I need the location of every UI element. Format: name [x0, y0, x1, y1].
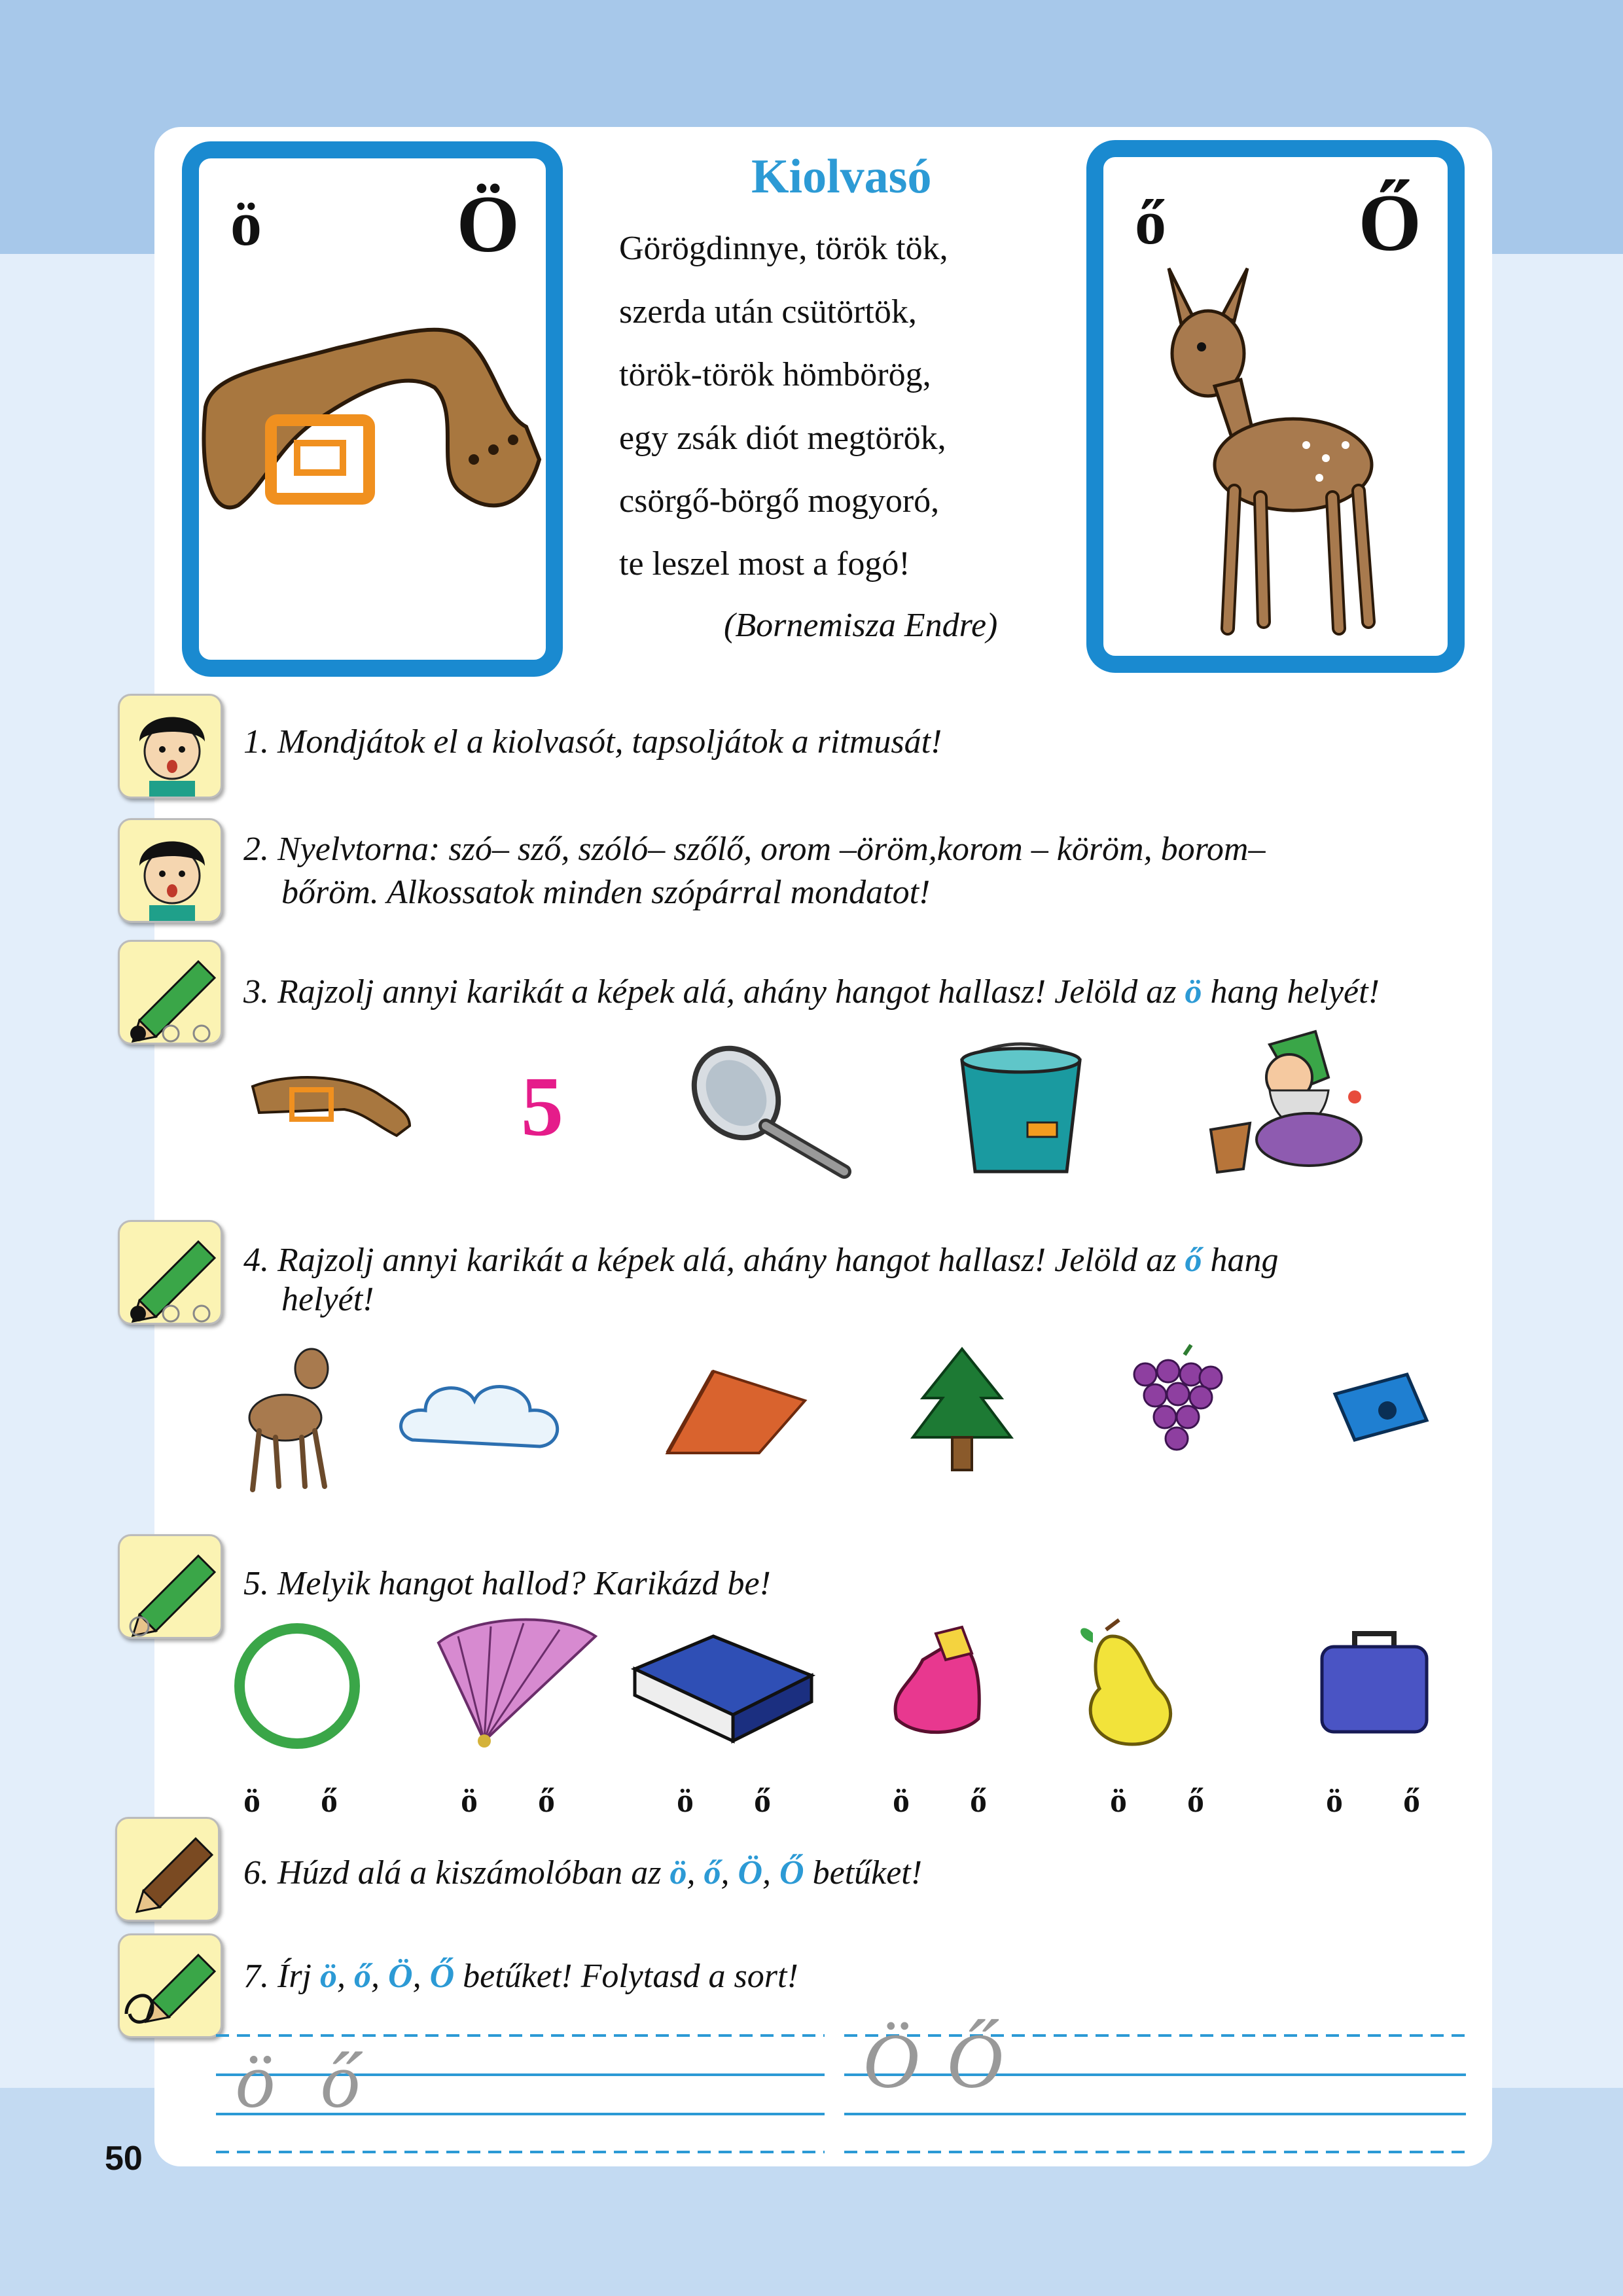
- poem-line: te leszel most a fogó!: [619, 545, 910, 583]
- fir-tree-picture: [903, 1346, 1021, 1477]
- separator: ,: [371, 1958, 388, 1995]
- fawn-illustration: [1143, 255, 1404, 648]
- highlight-letter: ő: [1185, 1242, 1202, 1279]
- task-2-text: 2. Nyelvtorna: szó– sző, szóló– szőlő, orom –öröm,korom – köröm, borom–: [243, 831, 1266, 868]
- bucket-picture: [949, 1034, 1093, 1178]
- task-6-text-start: 6. Húzd alá a kiszámolóban az: [243, 1854, 670, 1892]
- poem-line: egy zsák diót megtörök,: [619, 420, 946, 457]
- task-7-text: [243, 1957, 798, 1996]
- writing-lines-right[interactable]: [844, 2029, 1466, 2160]
- hand-fan-picture: [432, 1617, 602, 1754]
- task-5-text: 5. Melyik hangot hallod? Karikázd be!: [243, 1565, 771, 1602]
- pencil-circle-icon: [118, 1534, 223, 1639]
- task-4-text-start: 4. Rajzolj annyi karikát a képek alá, ahány hangot hallasz! Jelöld az: [243, 1242, 1185, 1279]
- task-7-text-start: 7. Írj: [243, 1958, 320, 1995]
- highlight-letter: ő: [704, 1854, 721, 1892]
- letter-card-o-umlaut: [182, 141, 563, 677]
- pencil-sharpener-picture: [1329, 1361, 1440, 1460]
- poem-line: csörgő-börgő mogyoró,: [619, 482, 940, 520]
- choice-o-umlaut[interactable]: ö: [677, 1782, 694, 1820]
- poem-line: török-török hömbörög,: [619, 356, 931, 393]
- card-uppercase-letter: Ö: [456, 179, 520, 269]
- task-7-text-end: betűket! Folytasd a sort!: [454, 1958, 798, 1995]
- task-3-text: [243, 973, 1380, 1011]
- poem-title: Kiolvasó: [751, 150, 932, 204]
- belt-illustration: [186, 309, 565, 584]
- separator: ,: [762, 1854, 780, 1892]
- task-6-text: [243, 1854, 922, 1892]
- suitcase-picture: [1315, 1627, 1433, 1738]
- belt-picture: [246, 1060, 416, 1152]
- ring-picture: [230, 1619, 364, 1753]
- task-3-text-end: hang helyét!: [1202, 973, 1380, 1011]
- choice-o-umlaut[interactable]: ö: [1326, 1782, 1343, 1820]
- pencil-writing-icon: [118, 1933, 223, 2038]
- separator: ,: [721, 1854, 738, 1892]
- choice-o-double-acute[interactable]: ő: [1403, 1782, 1420, 1820]
- separator: ,: [412, 1958, 430, 1995]
- hand-mirror-picture: [681, 1041, 864, 1185]
- poem-line: Görögdinnye, török tök,: [619, 230, 948, 267]
- choice-o-umlaut[interactable]: ö: [1110, 1782, 1127, 1820]
- choice-o-double-acute[interactable]: ő: [1187, 1782, 1204, 1820]
- trace-letter: Ő: [946, 2017, 1003, 2104]
- page-number: 50: [105, 2140, 143, 2178]
- writing-lines-left[interactable]: [216, 2029, 825, 2160]
- trace-letter: Ö: [863, 2017, 919, 2104]
- dwarf-picture: [1198, 1025, 1394, 1182]
- boy-speaking-icon: [118, 818, 223, 923]
- card-uppercase-letter: Ő: [1358, 178, 1421, 268]
- choice-o-double-acute[interactable]: ő: [538, 1782, 555, 1820]
- task-1-text: 1. Mondjátok el a kiolvasót, tapsoljátok a ritmusát!: [243, 723, 942, 761]
- task-4-text: [243, 1241, 1278, 1280]
- task-3-text-start: 3. Rajzolj annyi karikát a képek alá, ahány hangot hallasz! Jelöld az: [243, 973, 1185, 1011]
- pencil-circles-icon: [118, 1220, 223, 1325]
- cloud-picture: [393, 1368, 569, 1466]
- separator: ,: [337, 1958, 354, 1995]
- highlight-letter: Ő: [779, 1854, 804, 1892]
- letter-card-o-double-acute: [1086, 140, 1465, 673]
- trace-letter: ő: [321, 2037, 360, 2124]
- highlight-letter: ö: [669, 1854, 687, 1892]
- highlight-letter: ö: [320, 1958, 337, 1995]
- card-lowercase-letter: ő: [1135, 187, 1166, 257]
- task-4-text-continued: helyét!: [281, 1281, 374, 1318]
- example-number: 5: [521, 1060, 563, 1154]
- poem-author: (Bornemisza Endre): [724, 607, 998, 644]
- task-2-text-continued: bőröm. Alkossatok minden szópárral mondatot!: [281, 874, 931, 911]
- task-4-text-end: hang: [1202, 1242, 1279, 1279]
- highlight-letter: Ő: [429, 1958, 455, 1995]
- card-lowercase-letter: ö: [230, 188, 262, 259]
- grapes-picture: [1119, 1342, 1230, 1473]
- pear-picture: [1067, 1617, 1198, 1748]
- highlight-letter: Ö: [388, 1958, 413, 1995]
- choice-o-double-acute[interactable]: ő: [321, 1782, 338, 1820]
- choice-o-umlaut[interactable]: ö: [461, 1782, 478, 1820]
- tent-picture: [661, 1361, 812, 1460]
- book-picture: [628, 1630, 818, 1748]
- choice-o-umlaut[interactable]: ö: [893, 1782, 910, 1820]
- choice-o-double-acute[interactable]: ő: [970, 1782, 987, 1820]
- poem-line: szerda után csütörtök,: [619, 293, 917, 331]
- choice-o-double-acute[interactable]: ő: [754, 1782, 771, 1820]
- pencil-circles-icon: [118, 940, 223, 1045]
- shoe-picture: [883, 1621, 995, 1751]
- boy-speaking-icon: [118, 694, 223, 798]
- highlight-letter: ő: [354, 1958, 371, 1995]
- highlight-letter: Ö: [738, 1854, 763, 1892]
- separator: ,: [687, 1854, 704, 1892]
- choice-o-umlaut[interactable]: ö: [243, 1782, 260, 1820]
- highlight-letter: ö: [1185, 973, 1202, 1011]
- trace-letter: ö: [236, 2037, 275, 2124]
- pencil-underline-icon: [115, 1817, 220, 1922]
- fawn-picture: [233, 1339, 344, 1496]
- task-6-text-end: betűket!: [804, 1854, 923, 1892]
